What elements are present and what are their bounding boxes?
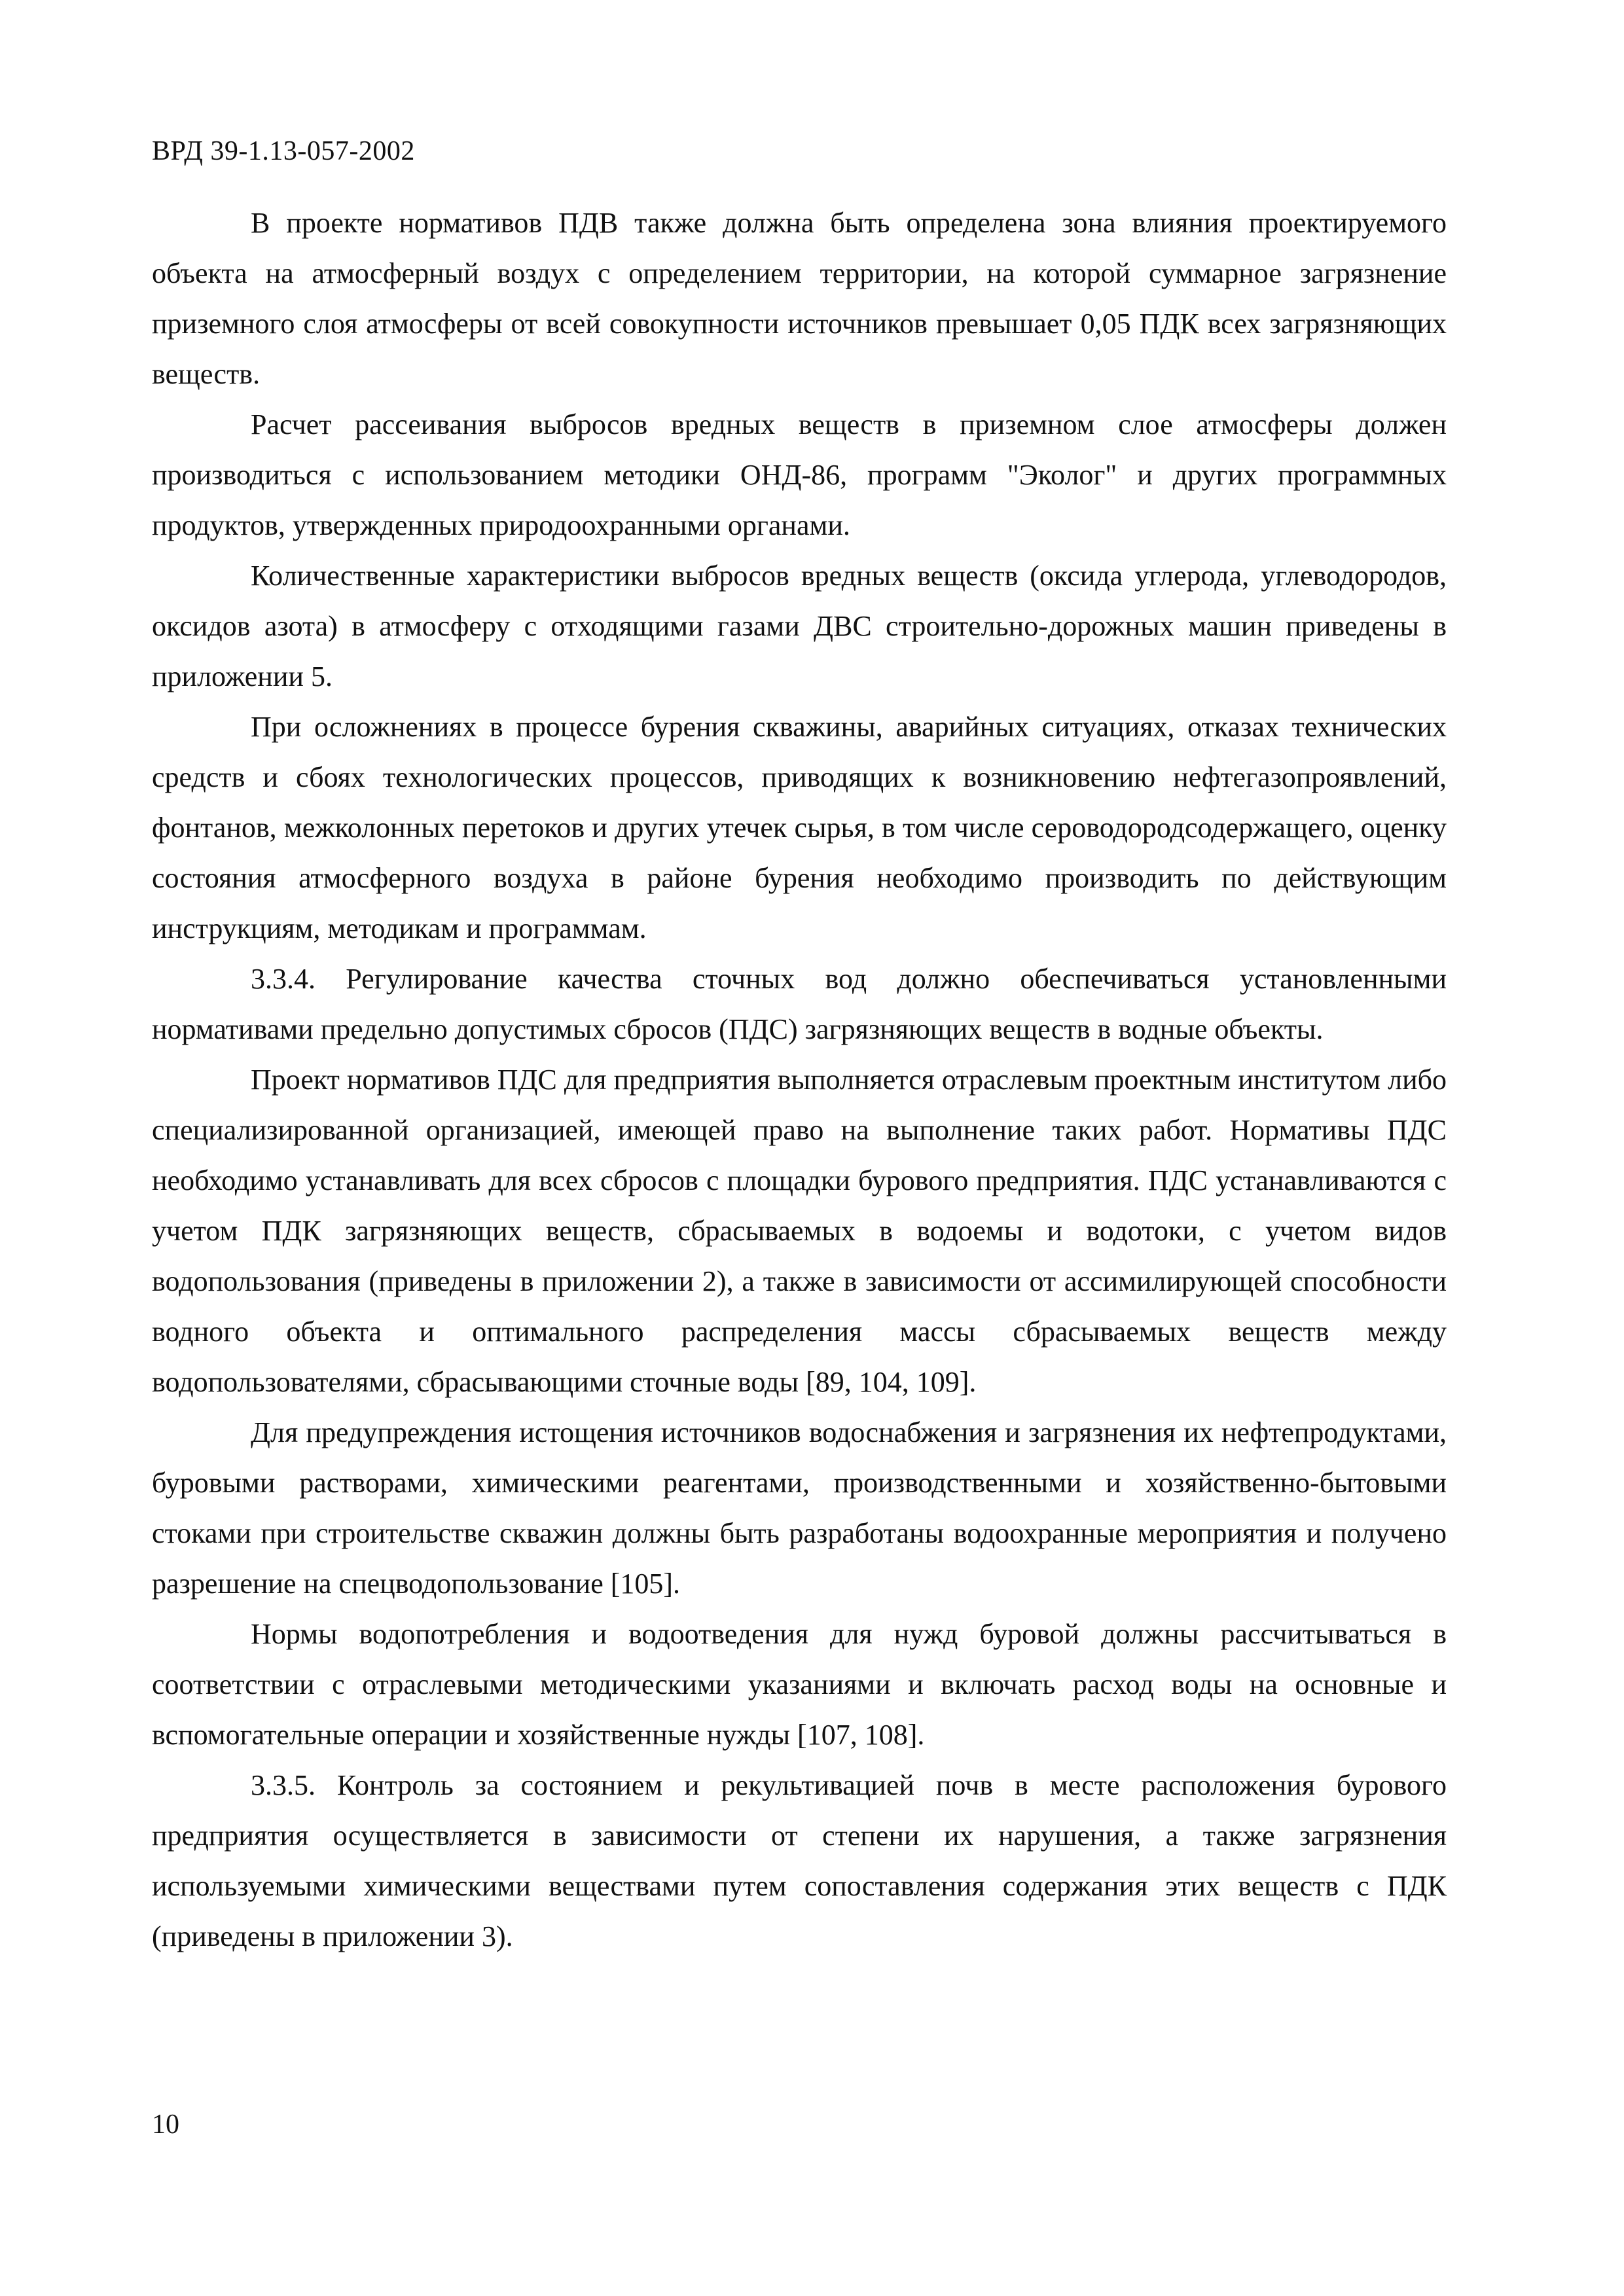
- paragraph-dispersion-calculation: Расчет рассеивания выбросов вредных веществ в приземном слое атмосферы должен производиться с использованием методики ОНД-86, программ "Эколог" и других программных продуктов, утвержденных природоохранными органами.: [152, 408, 1447, 541]
- paragraph-emission-characteristics: Количественные характеристики выбросов вредных веществ (оксида углерода, углеводородов, оксидов азота) в атмосферу с отходящими газами ДВС строительно-дорожных машин приведены в приложении 5.: [152, 560, 1447, 692]
- paragraph-pds-project: Проект нормативов ПДС для предприятия выполняется отраслевым проектным институтом либо специализированной организацией, имеющей право на выполнение таких работ. Нормативы ПДС необходимо устанавливать для всех сбросов с площадки бурового предприятия. ПДС устанавливаются с учетом ПДК загрязняющих веществ, сбрасываемых в водоемы и водотоки, с учетом видов водопользования (приведены в приложении 2), а также в зависимости от ассимилирующей способности водного объекта и оптимального распределения массы сбрасываемых веществ между водопользователями, сбрасывающими сточные воды [89, 104, 109].: [152, 1064, 1447, 1398]
- paragraph-water-consumption-norms: Нормы водопотребления и водоотведения для нужд буровой должны рассчитываться в соответствии с отраслевыми методическими указаниями и включать расход воды на основные и вспомогательные операции и хозяйственные нужды [107, 108].: [152, 1618, 1447, 1751]
- paragraph-drilling-complications: При осложнениях в процессе бурения скважины, аварийных ситуациях, отказах технических средств и сбоях технологических процессов, приводящих к возникновению нефтегазопроявлений, фонтанов, межколонных перетоков и других утечек сырья, в том числе сероводородсодержащего, оценку состояния атмосферного воздуха в районе бурения необходимо производить по действующим инструкциям, методикам и программам.: [152, 711, 1447, 944]
- document-body: [152, 198, 1447, 1962]
- paragraph-water-protection: Для предупреждения истощения источников водоснабжения и загрязнения их нефтепродуктами, буровыми растворами, химическими реагентами, производственными и хозяйственно-бытовыми стоками при строительстве скважин должны быть разработаны водоохранные мероприятия и получено разрешение на спецводопользование [105].: [152, 1416, 1447, 1600]
- page-number: 10: [152, 2109, 179, 2140]
- paragraph-pdv-influence-zone: В проекте нормативов ПДВ также должна быть определена зона влияния проектируемого объекта на атмосферный воздух с определением территории, на которой суммарное загрязнение приземного слоя атмосферы от всей совокупности источников превышает 0,05 ПДК всех загрязняющих веществ.: [152, 207, 1447, 390]
- document-code-header: ВРД 39-1.13-057-2002: [152, 136, 415, 166]
- paragraph-section-3-3-5: 3.3.5. Контроль за состоянием и рекультивацией почв в месте расположения бурового предприятия осуществляется в зависимости от степени их нарушения, а также загрязнения используемыми химическими веществами путем сопоставления содержания этих веществ с ПДК (приведены в приложении 3).: [152, 1769, 1447, 1952]
- paragraph-section-3-3-4: 3.3.4. Регулирование качества сточных вод должно обеспечиваться установленными нормативами предельно допустимых сбросов (ПДС) загрязняющих веществ в водные объекты.: [152, 963, 1447, 1045]
